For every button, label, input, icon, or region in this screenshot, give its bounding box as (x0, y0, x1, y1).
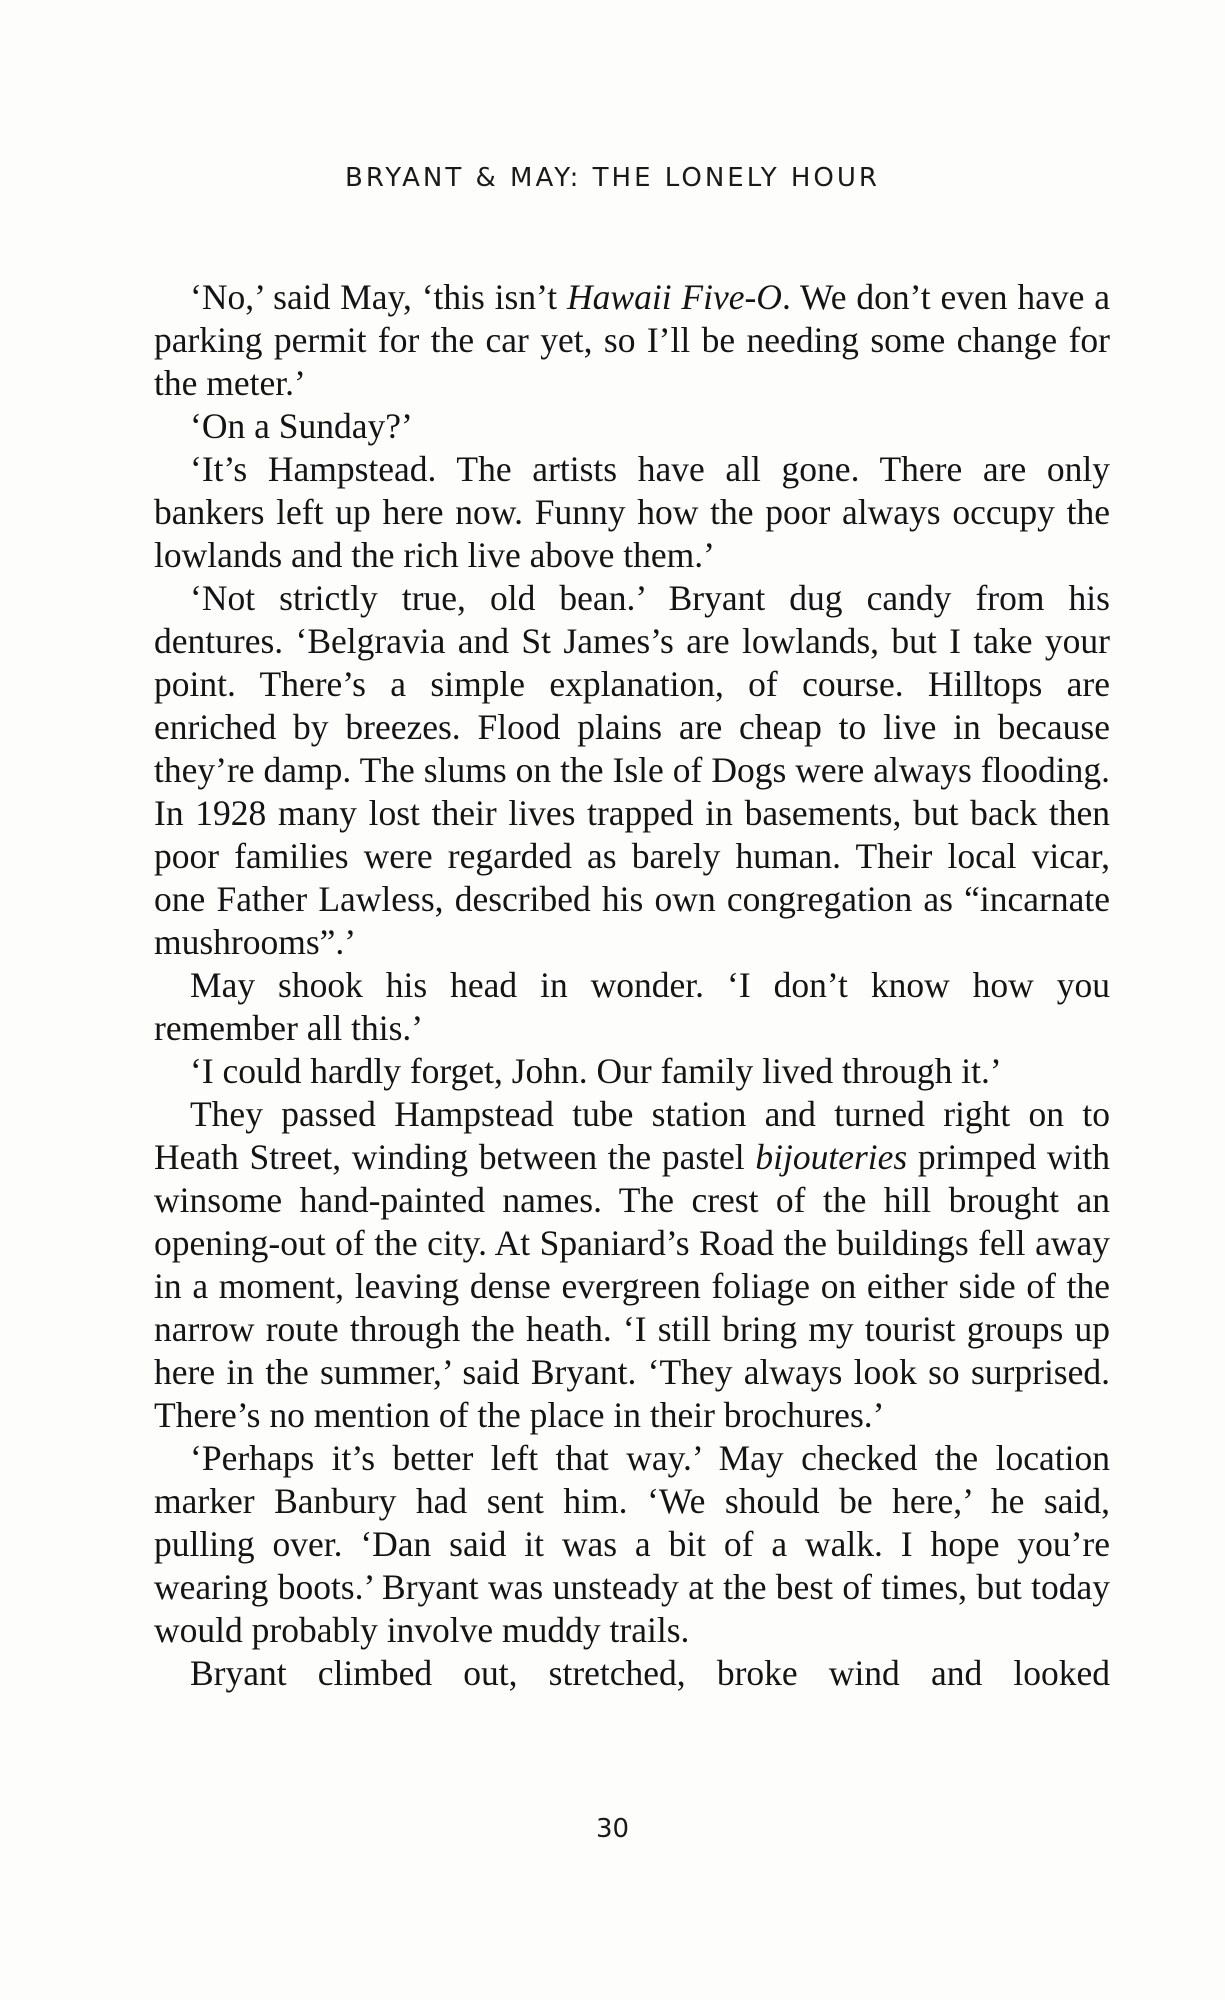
text-run: Bryant climbed out, stretched, broke wind and looked (190, 1653, 1110, 1693)
paragraph (154, 1437, 1110, 1652)
text-run: ‘It’s Hampstead. The artists have all gone. There are only bankers left up here now. Funny how the poor always occupy the lowlands and the rich live above them.’ (154, 449, 1110, 575)
text-run: They passed Hampstead tube station and turned right on to Heath Street, winding between the pastel (154, 1094, 1110, 1177)
text-run: ‘No,’ said May, ‘this isn’t (190, 277, 568, 317)
paragraph (154, 1050, 1110, 1093)
page-number: 30 (595, 1814, 630, 1844)
text-run: primped with winsome hand-painted names. The crest of the hill brought an opening-out of the city. At Spaniard’s Road the buildings fell away in a moment, leaving dense evergreen foliage on either side of the narrow route through the heath. ‘I still bring my tourist groups up here in the summer,’ said Bryant. ‘They always look so surprised. There’s no mention of the place in their brochures.’ (154, 1137, 1111, 1435)
paragraph (154, 405, 1110, 448)
text-run: ‘Not strictly true, old bean.’ Bryant dug candy from his dentures. ‘Belgravia and St James’s are lowlands, but I take your point. There’s a simple explanation, of course. Hilltops are enriched by breezes. Flood plains are cheap to live in because they’re damp. The slums on the Isle of Dogs were always flooding. In 1928 many lost their lives trapped in basements, but back then poor families were regarded as barely human. Their local vicar, one Father Lawless, described his own congregation as “incarnate mushrooms”.’ (154, 578, 1110, 962)
paragraph (154, 448, 1110, 577)
paragraph (154, 276, 1110, 405)
italic-text: Hawaii Five-O (567, 277, 782, 317)
text-run: May shook his head in wonder. ‘I don’t know how you remember all this.’ (154, 965, 1110, 1048)
text-run: ‘On a Sunday?’ (190, 406, 413, 446)
paragraph (154, 577, 1110, 964)
paragraph (154, 964, 1110, 1050)
paragraph (154, 1652, 1110, 1695)
paragraph (154, 1093, 1110, 1437)
text-run: ‘I could hardly forget, John. Our family lived through it.’ (190, 1051, 1002, 1091)
italic-text: bijouteries (755, 1137, 908, 1177)
text-run: ‘Perhaps it’s better left that way.’ May checked the location marker Banbury had sent him. ‘We should be here,’ he said, pulling over. ‘Dan said it was a bit of a walk. I hope you’re wearing boots.’ Bryant was unsteady at the best of times, but today would probably involve muddy trails. (154, 1438, 1110, 1650)
body-text (154, 276, 1110, 1695)
text-run: . We don’t even have a parking permit for the car yet, so I’ll be needing some change for the meter.’ (154, 277, 1111, 403)
running-head: BRYANT & MAY: THE LONELY HOUR (345, 163, 880, 193)
